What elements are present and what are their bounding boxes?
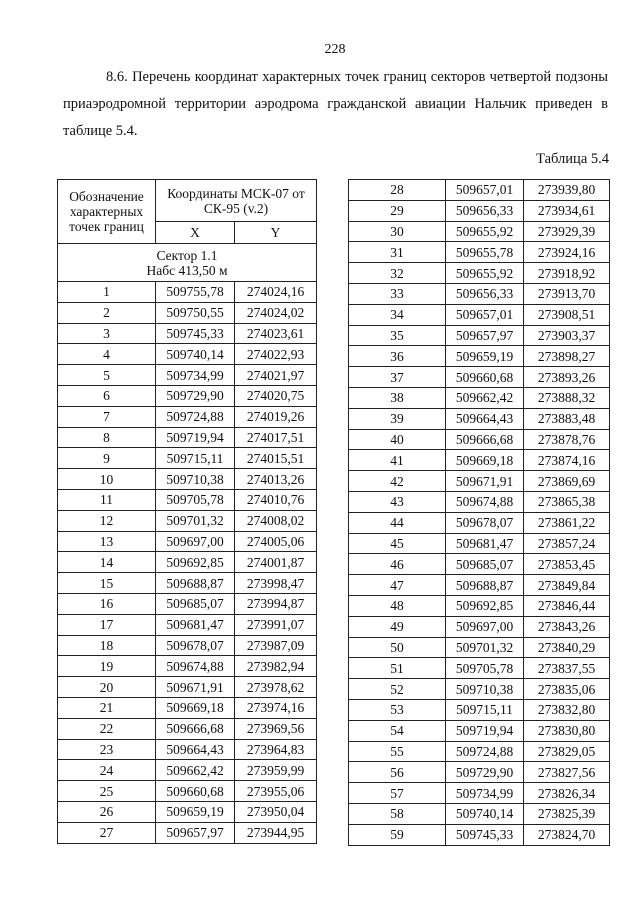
point-number: 18 xyxy=(58,635,156,656)
coord-x: 509674,88 xyxy=(446,491,524,512)
coord-x: 509745,33 xyxy=(446,824,524,845)
coord-x: 509659,19 xyxy=(156,801,235,822)
point-number: 39 xyxy=(349,408,446,429)
coord-y: 273883,48 xyxy=(524,408,610,429)
point-number: 54 xyxy=(349,720,446,741)
coord-y: 274013,26 xyxy=(235,469,317,490)
coord-x: 509724,88 xyxy=(156,406,235,427)
coord-x: 509681,47 xyxy=(446,533,524,554)
coord-y: 274017,51 xyxy=(235,427,317,448)
table-row xyxy=(349,180,610,201)
coord-y: 274024,16 xyxy=(235,282,317,303)
coord-y: 273861,22 xyxy=(524,512,610,533)
coord-y: 273918,92 xyxy=(524,263,610,284)
coord-x: 509719,94 xyxy=(446,720,524,741)
coord-y: 274022,93 xyxy=(235,344,317,365)
table-row xyxy=(58,489,317,510)
table-row xyxy=(58,552,317,573)
point-number: 36 xyxy=(349,346,446,367)
coord-y: 273994,87 xyxy=(235,593,317,614)
coord-y: 273857,24 xyxy=(524,533,610,554)
point-number: 24 xyxy=(58,760,156,781)
table-row xyxy=(58,614,317,635)
point-number: 29 xyxy=(349,200,446,221)
coord-y: 273843,26 xyxy=(524,616,610,637)
coord-y: 273898,27 xyxy=(524,346,610,367)
point-number: 12 xyxy=(58,510,156,531)
point-number: 50 xyxy=(349,637,446,658)
coord-y: 273846,44 xyxy=(524,595,610,616)
table-row xyxy=(349,616,610,637)
point-number: 3 xyxy=(58,323,156,344)
point-number: 55 xyxy=(349,741,446,762)
table-row xyxy=(349,637,610,658)
point-number: 8 xyxy=(58,427,156,448)
point-number: 20 xyxy=(58,677,156,698)
coord-y: 273903,37 xyxy=(524,325,610,346)
coord-x: 509715,11 xyxy=(446,699,524,720)
point-number: 45 xyxy=(349,533,446,554)
table-body-right xyxy=(349,180,610,846)
point-number: 27 xyxy=(58,822,156,843)
table-row xyxy=(349,283,610,304)
coord-x: 509674,88 xyxy=(156,656,235,677)
table-row xyxy=(349,491,610,512)
table-row xyxy=(349,325,610,346)
coord-y: 274024,02 xyxy=(235,302,317,323)
coord-x: 509734,99 xyxy=(446,783,524,804)
coord-x: 509660,68 xyxy=(156,781,235,802)
table-row xyxy=(58,344,317,365)
table-row xyxy=(58,365,317,386)
coord-x: 509664,43 xyxy=(156,739,235,760)
point-number: 13 xyxy=(58,531,156,552)
table-row xyxy=(58,448,317,469)
coordinates-table-right xyxy=(348,179,610,846)
coord-y: 273991,07 xyxy=(235,614,317,635)
coord-y: 273829,05 xyxy=(524,741,610,762)
point-number: 49 xyxy=(349,616,446,637)
point-number: 19 xyxy=(58,656,156,677)
point-number: 2 xyxy=(58,302,156,323)
header-x: X xyxy=(156,222,235,244)
table-row xyxy=(349,679,610,700)
coord-x: 509710,38 xyxy=(156,469,235,490)
coord-x: 509740,14 xyxy=(156,344,235,365)
coord-x: 509666,68 xyxy=(156,718,235,739)
coord-x: 509655,92 xyxy=(446,221,524,242)
table-row xyxy=(349,533,610,554)
table-row xyxy=(58,469,317,490)
coord-x: 509715,11 xyxy=(156,448,235,469)
coord-y: 273869,69 xyxy=(524,471,610,492)
point-number: 15 xyxy=(58,573,156,594)
coord-y: 273974,16 xyxy=(235,697,317,718)
coord-x: 509656,33 xyxy=(446,200,524,221)
coord-y: 273837,55 xyxy=(524,658,610,679)
coord-x: 509657,97 xyxy=(446,325,524,346)
coord-y: 273944,95 xyxy=(235,822,317,843)
coord-y: 274023,61 xyxy=(235,323,317,344)
point-number: 25 xyxy=(58,781,156,802)
table-row xyxy=(349,471,610,492)
coord-x: 509678,07 xyxy=(156,635,235,656)
coord-y: 273998,47 xyxy=(235,573,317,594)
point-number: 43 xyxy=(349,491,446,512)
coord-y: 274010,76 xyxy=(235,489,317,510)
coord-y: 273874,16 xyxy=(524,450,610,471)
table-row xyxy=(349,720,610,741)
table-row xyxy=(349,429,610,450)
table-row xyxy=(349,554,610,575)
point-number: 32 xyxy=(349,263,446,284)
point-number: 23 xyxy=(58,739,156,760)
coord-x: 509697,00 xyxy=(156,531,235,552)
table-row xyxy=(58,635,317,656)
coord-y: 273849,84 xyxy=(524,575,610,596)
coord-x: 509656,33 xyxy=(446,283,524,304)
table-row xyxy=(58,677,317,698)
coord-y: 273824,70 xyxy=(524,824,610,845)
table-row xyxy=(349,387,610,408)
coord-x: 509697,00 xyxy=(446,616,524,637)
point-number: 10 xyxy=(58,469,156,490)
coord-x: 509688,87 xyxy=(446,575,524,596)
point-number: 33 xyxy=(349,283,446,304)
coord-x: 509740,14 xyxy=(446,803,524,824)
table-row xyxy=(349,346,610,367)
coord-x: 509662,42 xyxy=(156,760,235,781)
sector-row xyxy=(58,244,317,282)
coord-y: 273913,70 xyxy=(524,283,610,304)
table-row xyxy=(58,801,317,822)
point-number: 53 xyxy=(349,699,446,720)
table-row xyxy=(349,408,610,429)
point-number: 4 xyxy=(58,344,156,365)
table-row xyxy=(58,302,317,323)
coord-y: 273950,04 xyxy=(235,801,317,822)
table-row xyxy=(349,658,610,679)
point-number: 14 xyxy=(58,552,156,573)
point-number: 11 xyxy=(58,489,156,510)
table-row xyxy=(349,242,610,263)
coord-x: 509660,68 xyxy=(446,367,524,388)
coord-y: 274001,87 xyxy=(235,552,317,573)
coord-x: 509655,92 xyxy=(446,263,524,284)
coord-x: 509657,01 xyxy=(446,180,524,201)
coord-x: 509678,07 xyxy=(446,512,524,533)
point-number: 5 xyxy=(58,365,156,386)
coordinates-table-left xyxy=(57,179,317,844)
coord-x: 509755,78 xyxy=(156,282,235,303)
table-row xyxy=(58,323,317,344)
coord-y: 273827,56 xyxy=(524,762,610,783)
point-number: 31 xyxy=(349,242,446,263)
table-row xyxy=(58,406,317,427)
coord-y: 273878,76 xyxy=(524,429,610,450)
coord-x: 509685,07 xyxy=(156,593,235,614)
table-row xyxy=(58,781,317,802)
coord-x: 509685,07 xyxy=(446,554,524,575)
coord-x: 509666,68 xyxy=(446,429,524,450)
point-number: 37 xyxy=(349,367,446,388)
coord-x: 509705,78 xyxy=(156,489,235,510)
coord-x: 509657,97 xyxy=(156,822,235,843)
table-row xyxy=(58,822,317,843)
coord-y: 273865,38 xyxy=(524,491,610,512)
coord-x: 509669,18 xyxy=(156,697,235,718)
point-number: 16 xyxy=(58,593,156,614)
table-row xyxy=(349,200,610,221)
sector-height: Набс 413,50 м xyxy=(146,262,228,278)
table-row xyxy=(349,699,610,720)
coord-x: 509692,85 xyxy=(156,552,235,573)
coord-x: 509701,32 xyxy=(156,510,235,531)
coord-y: 274005,06 xyxy=(235,531,317,552)
point-number: 51 xyxy=(349,658,446,679)
coord-x: 509657,01 xyxy=(446,304,524,325)
coord-y: 273825,39 xyxy=(524,803,610,824)
table-row xyxy=(349,783,610,804)
table-row xyxy=(349,803,610,824)
table-row xyxy=(58,697,317,718)
coord-x: 509671,91 xyxy=(446,471,524,492)
coord-x: 509669,18 xyxy=(446,450,524,471)
point-number: 30 xyxy=(349,221,446,242)
point-number: 21 xyxy=(58,697,156,718)
table-row xyxy=(58,510,317,531)
coord-y: 274020,75 xyxy=(235,385,317,406)
page-number: 228 xyxy=(324,42,346,57)
point-number: 6 xyxy=(58,385,156,406)
header-point-designation: Обозначение характерных точек границ xyxy=(58,180,156,244)
point-number: 52 xyxy=(349,679,446,700)
table-row xyxy=(58,718,317,739)
coord-x: 509701,32 xyxy=(446,637,524,658)
coord-y: 273835,06 xyxy=(524,679,610,700)
coord-x: 509705,78 xyxy=(446,658,524,679)
coord-y: 273830,80 xyxy=(524,720,610,741)
table-row xyxy=(349,450,610,471)
table-row xyxy=(349,263,610,284)
coord-x: 509729,90 xyxy=(446,762,524,783)
coord-y: 274008,02 xyxy=(235,510,317,531)
coord-y: 273959,99 xyxy=(235,760,317,781)
point-number: 44 xyxy=(349,512,446,533)
point-number: 57 xyxy=(349,783,446,804)
table-row xyxy=(58,385,317,406)
coord-y: 273934,61 xyxy=(524,200,610,221)
sector-label: Сектор 1.1 xyxy=(156,247,218,263)
coord-x: 509729,90 xyxy=(156,385,235,406)
point-number: 47 xyxy=(349,575,446,596)
point-number: 28 xyxy=(349,180,446,201)
coord-y: 273969,56 xyxy=(235,718,317,739)
coord-y: 274015,51 xyxy=(235,448,317,469)
table-row xyxy=(58,739,317,760)
coord-y: 273840,29 xyxy=(524,637,610,658)
coord-x: 509671,91 xyxy=(156,677,235,698)
point-number: 9 xyxy=(58,448,156,469)
coord-x: 509662,42 xyxy=(446,387,524,408)
coord-y: 273955,06 xyxy=(235,781,317,802)
point-number: 34 xyxy=(349,304,446,325)
point-number: 48 xyxy=(349,595,446,616)
table-row xyxy=(349,221,610,242)
point-number: 22 xyxy=(58,718,156,739)
coord-y: 273939,80 xyxy=(524,180,610,201)
point-number: 17 xyxy=(58,614,156,635)
point-number: 35 xyxy=(349,325,446,346)
coord-y: 273929,39 xyxy=(524,221,610,242)
point-number: 1 xyxy=(58,282,156,303)
coord-y: 273982,94 xyxy=(235,656,317,677)
coord-y: 273853,45 xyxy=(524,554,610,575)
coord-x: 509710,38 xyxy=(446,679,524,700)
intro-paragraph: 8.6. Перечень координат характерных точек границ секторов четвертой подзоны приаэродромной территории аэродрома гражданской авиации Нальчик приведен в таблице 5.4. xyxy=(63,69,608,139)
table-body-left xyxy=(58,282,317,844)
point-number: 38 xyxy=(349,387,446,408)
coord-y: 273908,51 xyxy=(524,304,610,325)
point-number: 41 xyxy=(349,450,446,471)
table-row xyxy=(58,531,317,552)
point-number: 26 xyxy=(58,801,156,822)
coord-y: 273832,80 xyxy=(524,699,610,720)
point-number: 59 xyxy=(349,824,446,845)
coord-x: 509655,78 xyxy=(446,242,524,263)
coord-x: 509719,94 xyxy=(156,427,235,448)
coord-y: 273978,62 xyxy=(235,677,317,698)
coord-x: 509659,19 xyxy=(446,346,524,367)
coord-x: 509750,55 xyxy=(156,302,235,323)
coord-y: 273964,83 xyxy=(235,739,317,760)
table-row xyxy=(349,512,610,533)
point-number: 58 xyxy=(349,803,446,824)
table-row xyxy=(58,573,317,594)
table-row xyxy=(349,762,610,783)
table-row xyxy=(349,595,610,616)
header-coordinates: Координаты МСК-07 от СК-95 (v.2) xyxy=(156,180,317,222)
coord-x: 509664,43 xyxy=(446,408,524,429)
coord-y: 274021,97 xyxy=(235,365,317,386)
coord-y: 273893,26 xyxy=(524,367,610,388)
point-number: 42 xyxy=(349,471,446,492)
table-row xyxy=(349,367,610,388)
coord-x: 509734,99 xyxy=(156,365,235,386)
coord-x: 509692,85 xyxy=(446,595,524,616)
coord-y: 273888,32 xyxy=(524,387,610,408)
table-row xyxy=(349,824,610,845)
point-number: 7 xyxy=(58,406,156,427)
point-number: 56 xyxy=(349,762,446,783)
point-number: 46 xyxy=(349,554,446,575)
table-row xyxy=(58,282,317,303)
table-row xyxy=(58,656,317,677)
coord-x: 509688,87 xyxy=(156,573,235,594)
table-row xyxy=(349,304,610,325)
coord-x: 509681,47 xyxy=(156,614,235,635)
coord-y: 273987,09 xyxy=(235,635,317,656)
coord-y: 274019,26 xyxy=(235,406,317,427)
coord-y: 273826,34 xyxy=(524,783,610,804)
coord-x: 509745,33 xyxy=(156,323,235,344)
table-row xyxy=(349,575,610,596)
coord-y: 273924,16 xyxy=(524,242,610,263)
table-row xyxy=(58,760,317,781)
table-row xyxy=(58,427,317,448)
point-number: 40 xyxy=(349,429,446,450)
table-row xyxy=(58,593,317,614)
table-row xyxy=(349,741,610,762)
coord-x: 509724,88 xyxy=(446,741,524,762)
header-y: Y xyxy=(235,222,317,244)
table-caption: Таблица 5.4 xyxy=(536,151,609,167)
